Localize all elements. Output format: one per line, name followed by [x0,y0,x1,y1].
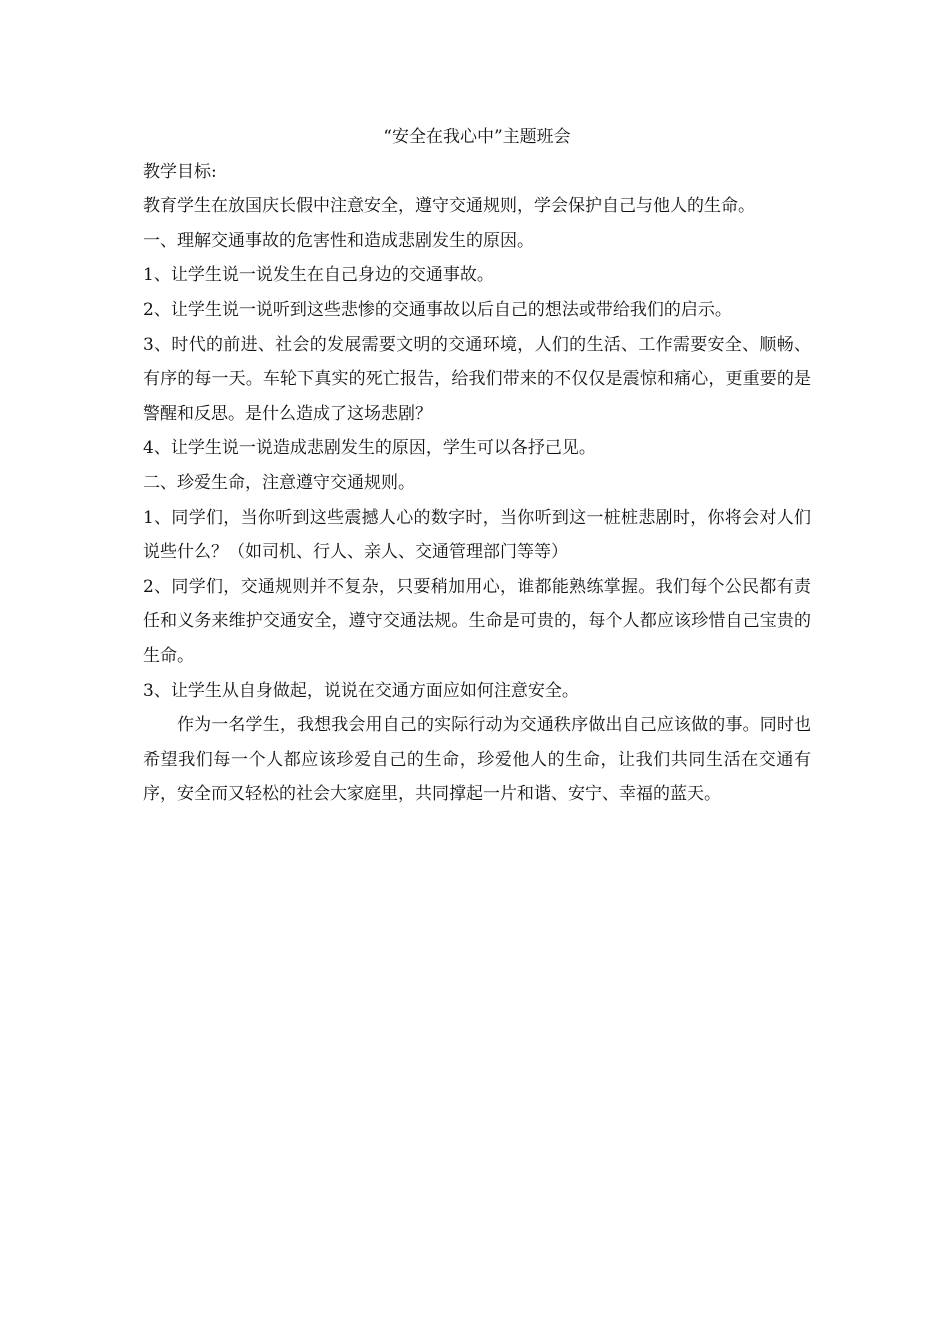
list-item: 1、同学们，当你听到这些震撼人心的数字时，当你听到这一桩桩悲剧时，你将会对人们说些什么？（如司机、行人、亲人、交通管理部门等等） [143,507,811,563]
document-body [143,120,811,812]
section-heading-1: 一、理解交通事故的危害性和造成悲剧发生的原因。 [143,230,534,251]
objective-paragraph: 教育学生在放国庆长假中注意安全，遵守交通规则，学会保护自己与他人的生命。 [143,196,755,217]
list-item: 3、时代的前进、社会的发展需要文明的交通环境，人们的生活、工作需要安全、顺畅、有序的每一天。车轮下真实的死亡报告，给我们带来的不仅仅是震惊和痛心，更重要的是警醒和反思。是什么造成了这场悲剧？ [143,334,811,424]
section-heading-2: 二、珍爱生命，注意遵守交通规则。 [143,472,415,493]
closing-paragraph: 作为一名学生，我想我会用自己的实际行动为交通秩序做出自己应该做的事。同时也希望我们每一个人都应该珍爱自己的生命，珍爱他人的生命，让我们共同生活在交通有序，安全而又轻松的社会大家庭里，共同撑起一片和谐、安宁、幸福的蓝天。 [143,715,811,805]
list-item: 3、让学生从自身做起，说说在交通方面应如何注意安全。 [143,680,579,701]
section-label-objectives: 教学目标: [143,161,217,182]
list-item: 1、让学生说一说发生在自己身边的交通事故。 [143,265,494,286]
list-item: 4、让学生说一说造成悲剧发生的原因，学生可以各抒己见。 [143,438,596,459]
list-item: 2、让学生说一说听到这些悲惨的交通事故以后自己的想法或带给我们的启示。 [143,299,732,320]
list-item: 2、同学们，交通规则并不复杂，只要稍加用心，谁都能熟练掌握。我们每个公民都有责任和义务来维护交通安全，遵守交通法规。生命是可贵的，每个人都应该珍惜自己宝贵的生命。 [143,576,811,666]
document-title: “安全在我心中”主题班会 [383,127,571,147]
